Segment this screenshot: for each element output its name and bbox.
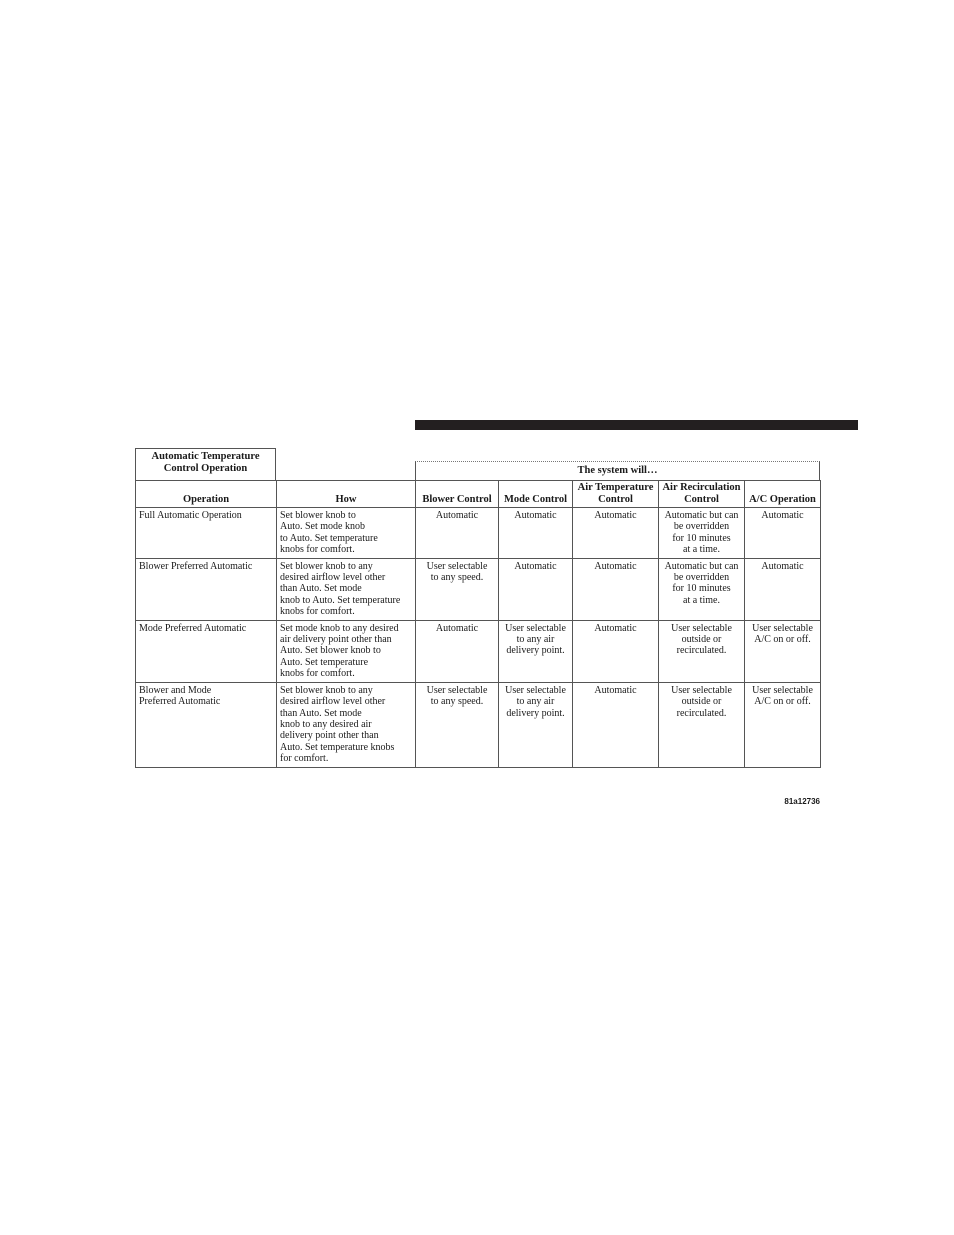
table-row [136, 508, 821, 559]
operation-cell: Blower Preferred Automatic [136, 558, 277, 620]
mode-cell: Automatic [499, 558, 573, 620]
mode-cell: User selectable to any air delivery point. [499, 682, 573, 767]
operation-cell: Full Automatic Operation [136, 508, 277, 559]
blower-cell: Automatic [416, 620, 499, 682]
mode-cell: Automatic [499, 508, 573, 559]
how-cell: Set blower knob to Auto. Set mode knob to Auto. Set temperature knobs for comfort. [277, 508, 416, 559]
col-header-how: How [277, 481, 416, 508]
col-header-ac-operation: A/C Operation [745, 481, 821, 508]
ac-cell: Automatic [745, 558, 821, 620]
atc-operation-table [135, 480, 821, 768]
header-bar [415, 420, 858, 430]
ac-cell: User selectable A/C on or off. [745, 682, 821, 767]
system-will-header: The system will… [415, 461, 820, 481]
air-recirc-cell: Automatic but can be overridden for 10 minutes at a time. [659, 508, 745, 559]
col-header-air-recirculation-control: Air Recirculation Control [659, 481, 745, 508]
ac-cell: Automatic [745, 508, 821, 559]
air-recirc-cell: User selectable outside or recirculated. [659, 620, 745, 682]
table-title: Automatic Temperature Control Operation [135, 448, 276, 480]
col-header-mode-control: Mode Control [499, 481, 573, 508]
blower-cell: Automatic [416, 508, 499, 559]
how-cell: Set mode knob to any desired air delivery point other than Auto. Set blower knob to Auto. Set temperature knobs for comfort. [277, 620, 416, 682]
air-recirc-cell: Automatic but can be overridden for 10 minutes at a time. [659, 558, 745, 620]
air-temp-cell: Automatic [573, 682, 659, 767]
air-recirc-cell: User selectable outside or recirculated. [659, 682, 745, 767]
blower-cell: User selectable to any speed. [416, 558, 499, 620]
ac-cell: User selectable A/C on or off. [745, 620, 821, 682]
how-cell: Set blower knob to any desired airflow level other than Auto. Set mode knob to Auto. Set temperature knobs for comfort. [277, 558, 416, 620]
table-row [136, 558, 821, 620]
operation-cell: Blower and Mode Preferred Automatic [136, 682, 277, 767]
col-header-operation: Operation [136, 481, 277, 508]
air-temp-cell: Automatic [573, 620, 659, 682]
col-header-air-temperature-control: Air Temperature Control [573, 481, 659, 508]
mode-cell: User selectable to any air delivery point. [499, 620, 573, 682]
col-header-blower-control: Blower Control [416, 481, 499, 508]
air-temp-cell: Automatic [573, 558, 659, 620]
blower-cell: User selectable to any speed. [416, 682, 499, 767]
figure-id-label: 81a12736 [784, 797, 820, 806]
header-row [136, 481, 821, 508]
operation-cell: Mode Preferred Automatic [136, 620, 277, 682]
table-row [136, 682, 821, 767]
air-temp-cell: Automatic [573, 508, 659, 559]
how-cell: Set blower knob to any desired airflow level other than Auto. Set mode knob to any desired air delivery point other than Auto. Set temperature knobs for comfort. [277, 682, 416, 767]
table-row [136, 620, 821, 682]
